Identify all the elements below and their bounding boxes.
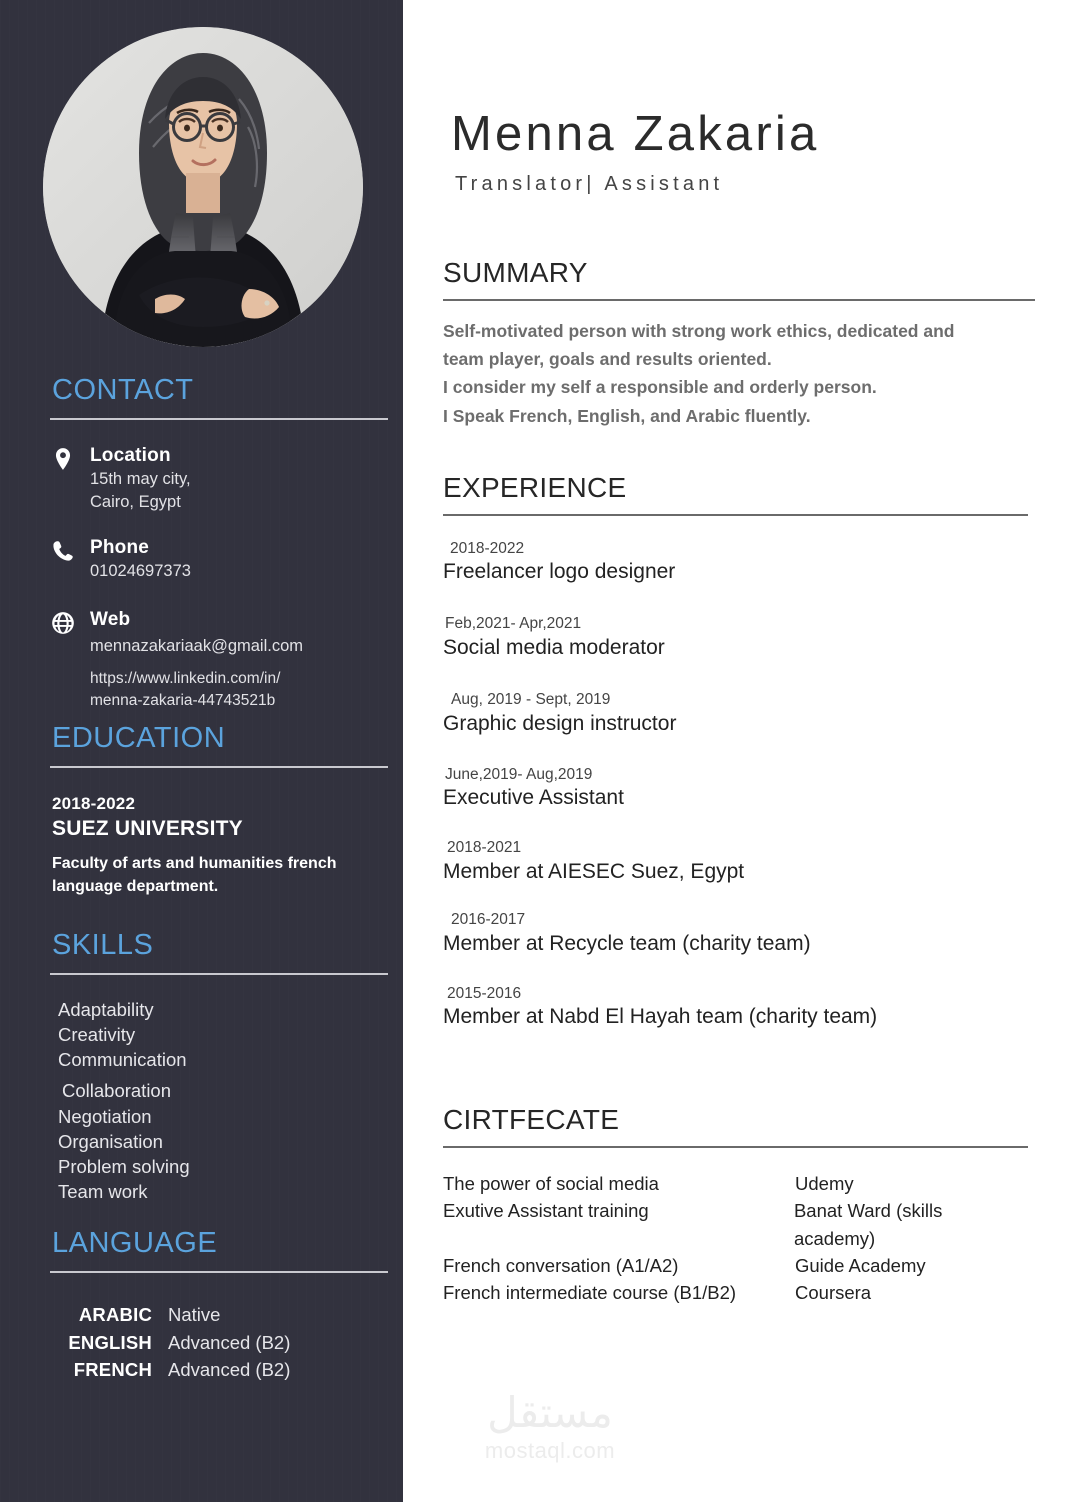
- certificate-name: Exutive Assistant training: [443, 1200, 649, 1222]
- experience-date: 2015-2016: [447, 984, 522, 1002]
- summary-divider: [443, 299, 1035, 301]
- language-row: [58, 1301, 403, 1329]
- watermark: [455, 1388, 645, 1464]
- contact-value-email[interactable]: mennazakariaak@gmail.com: [90, 637, 304, 656]
- contact-value-phone: 01024697373: [90, 562, 191, 581]
- language-name: ARABIC: [78, 1303, 152, 1325]
- contact-value-location-line1: 15th may city,: [90, 469, 191, 488]
- experience-title: Freelancer logo designer: [443, 560, 676, 584]
- contact-label-web: Web: [90, 608, 131, 630]
- contact-value-linkedin-line1[interactable]: https://www.linkedin.com/in/: [90, 669, 281, 687]
- summary-line: Self-motivated person with strong work ethics, dedicated and: [443, 320, 955, 341]
- experience-divider: [443, 514, 1028, 516]
- sidebar: [0, 0, 403, 1502]
- certificate-section: [443, 1105, 1028, 1307]
- experience-date: 2016-2017: [451, 911, 526, 929]
- profile-photo-illustration: [43, 27, 363, 347]
- contact-item-web: [50, 608, 403, 712]
- experience-date: Feb,2021- Apr,2021: [445, 615, 582, 633]
- experience-title: Member at AIESEC Suez, Egypt: [443, 859, 745, 883]
- contact-item-location: [50, 444, 403, 515]
- skill-item: Team work: [58, 1180, 148, 1202]
- experience-heading: EXPERIENCE: [443, 472, 627, 503]
- skills-divider: [50, 973, 388, 975]
- experience-title: Social media moderator: [443, 635, 665, 659]
- skill-item: Creativity: [58, 1024, 136, 1046]
- contact-label-location: Location: [90, 444, 171, 466]
- certificate-row: [443, 1279, 1028, 1306]
- job-role-subtitle: Translator| Assistant: [455, 173, 724, 195]
- language-level: Advanced (B2): [168, 1359, 291, 1381]
- experience-item: [443, 839, 1028, 885]
- education-heading: EDUCATION: [52, 722, 226, 754]
- experience-title: Graphic design instructor: [443, 712, 677, 736]
- experience-item: [443, 540, 1028, 586]
- experience-item: [443, 985, 1028, 1031]
- avatar: [43, 27, 363, 347]
- certificate-row: [443, 1170, 1028, 1197]
- experience-title: Member at Nabd El Hayah team (charity team): [443, 1005, 878, 1029]
- skill-item: Communication: [58, 1049, 187, 1071]
- language-section: [0, 1228, 403, 1384]
- skill-item: Organisation: [58, 1130, 163, 1152]
- education-years: 2018-2022: [52, 793, 136, 813]
- experience-title: Member at Recycle team (charity team): [443, 931, 811, 955]
- watermark-arabic-logo: مستقل: [487, 1388, 613, 1437]
- summary-section: [443, 258, 1035, 430]
- certificate-row: [443, 1252, 1028, 1279]
- contact-value-location-line2: Cairo, Egypt: [90, 493, 181, 512]
- experience-date: 2018-2021: [447, 839, 522, 857]
- experience-date: 2018-2022: [450, 539, 525, 557]
- contact-heading: CONTACT: [52, 374, 194, 406]
- skill-item: Problem solving: [58, 1155, 190, 1177]
- education-divider: [50, 766, 388, 768]
- skill-item: Adaptability: [58, 998, 154, 1020]
- summary-line: I consider my self a responsible and orderly person.: [443, 377, 877, 398]
- watermark-latin-text: mostaql.com: [484, 1438, 616, 1463]
- contact-label-phone: Phone: [90, 537, 150, 559]
- language-row: [58, 1329, 403, 1357]
- language-row: [58, 1356, 403, 1384]
- skills-heading: SKILLS: [52, 929, 154, 961]
- language-heading: LANGUAGE: [52, 1227, 218, 1259]
- main-content: [403, 0, 1080, 1502]
- summary-line: team player, goals and results oriented.: [443, 349, 772, 370]
- skill-item: Negotiation: [58, 1105, 152, 1127]
- summary-line: I Speak French, English, and Arabic fluently.: [443, 405, 811, 426]
- certificate-issuer: Guide Academy: [795, 1254, 926, 1276]
- certificate-divider: [443, 1146, 1028, 1148]
- education-department: Faculty of arts and humanities french language department.: [52, 855, 337, 896]
- certificate-issuer: Udemy: [795, 1172, 854, 1194]
- language-name: ENGLISH: [68, 1331, 152, 1353]
- education-school: SUEZ UNIVERSITY: [52, 816, 243, 840]
- certificate-name: The power of social media: [443, 1172, 659, 1194]
- globe-icon: [50, 610, 76, 636]
- phone-icon: [50, 538, 76, 564]
- contact-divider: [50, 418, 388, 420]
- map-pin-icon: [50, 446, 76, 472]
- certificate-name: French conversation (A1/A2): [443, 1254, 679, 1276]
- certificate-issuer: Coursera: [795, 1282, 872, 1304]
- certificate-row: [443, 1197, 1028, 1252]
- contact-item-phone: [50, 536, 403, 583]
- language-level: Native: [168, 1303, 221, 1325]
- experience-item: [443, 766, 1028, 812]
- experience-item: [443, 911, 1028, 957]
- experience-date: Aug, 2019 - Sept, 2019: [451, 691, 611, 709]
- language-divider: [50, 1271, 388, 1273]
- certificate-name: French intermediate course (B1/B2): [443, 1282, 737, 1304]
- language-name: FRENCH: [73, 1359, 152, 1381]
- experience-item: [443, 691, 1028, 737]
- experience-title: Executive Assistant: [443, 786, 624, 810]
- skills-section: [0, 930, 403, 1204]
- contact-value-linkedin-line2[interactable]: menna-zakaria-44743521b: [90, 691, 276, 709]
- experience-date: June,2019- Aug,2019: [445, 765, 593, 783]
- experience-item: [443, 615, 1028, 661]
- page-title: Menna Zakaria: [451, 107, 820, 161]
- summary-heading: SUMMARY: [443, 257, 588, 288]
- experience-section: [443, 473, 1028, 1031]
- certificate-heading: CIRTFECATE: [443, 1104, 620, 1135]
- language-level: Advanced (B2): [168, 1331, 291, 1353]
- contact-section: [0, 375, 403, 712]
- education-section: [0, 723, 403, 899]
- certificate-issuer: Banat Ward (skills academy): [793, 1200, 943, 1249]
- skill-item: Collaboration: [62, 1080, 172, 1102]
